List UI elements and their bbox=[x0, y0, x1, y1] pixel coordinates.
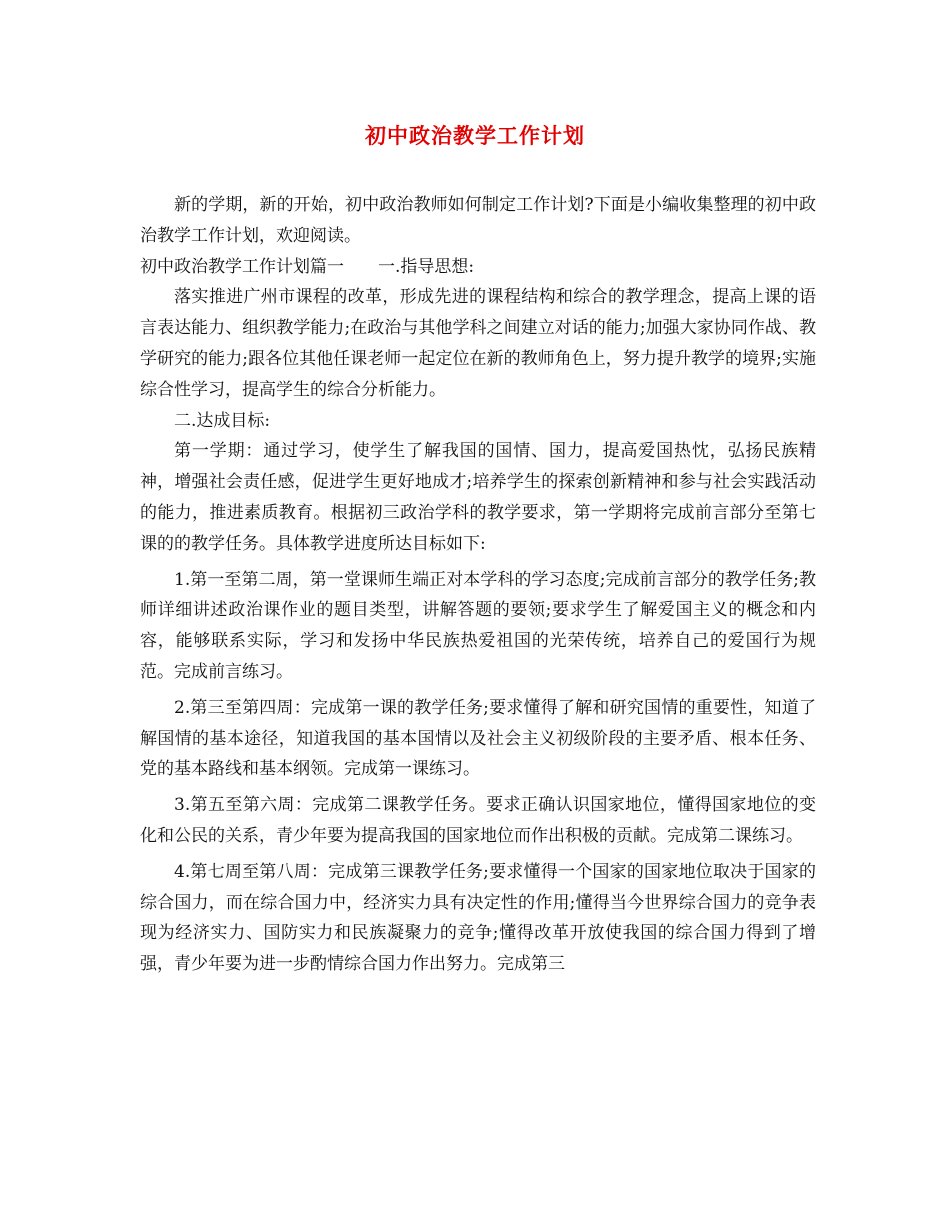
paragraph-guiding-thought: 落实推进广州市课程的改革，形成先进的课程结构和综合的教学理念，提高上课的语言表达能力、组织教学能力;在政治与其他学科之间建立对话的能力;加强大家协同作战、教学研究的能力;跟各位其他任课老师一起定位在新的教师角色上，努力提升教学的境界;实施综合性学习，提高学生的综合分析能力。 bbox=[140, 287, 816, 400]
paragraph-section-heading: 初中政治教学工作计划篇一 一.指导思想: bbox=[140, 256, 475, 277]
paragraph-week-7-8: 4.第七周至第八周：完成第三课教学任务;要求懂得一个国家的国家地位取决于国家的综合国力，而在综合国力中，经济实力具有决定性的作用;懂得当今世界综合国力的竞争表现为经济实力、国防实力和民族凝聚力的竞争;懂得改革开放使我国的综合国力得到了增强，青少年要为进一步酌情综合国力作出努力。完成第三 bbox=[140, 861, 816, 975]
paragraph-intro: 新的学期，新的开始，初中政治教师如何制定工作计划?下面是小编收集整理的初中政治教学工作计划，欢迎阅读。 bbox=[140, 195, 816, 246]
paragraph-week-1-2: 1.第一至第二周，第一堂课师生端正对本学科的学习态度;完成前言部分的教学任务;教师详细讲述政治课作业的题目类型，讲解答题的要领;要求学生了解爱国主义的概念和内容，能够联系实际，学习和发扬中华民族热爱祖国的光荣传统，培养自己的爱国行为规范。完成前言练习。 bbox=[140, 569, 816, 682]
paragraph-week-3-4: 2.第三至第四周：完成第一课的教学任务;要求懂得了解和研究国情的重要性，知道了解国情的基本途径，知道我国的基本国情以及社会主义初级阶段的主要矛盾、根本任务、党的基本路线和基本纲领。完成第一课练习。 bbox=[140, 697, 816, 780]
document-body bbox=[140, 190, 816, 980]
paragraph-first-semester: 第一学期：通过学习，使学生了解我国的国情、国力，提高爱国热忱，弘扬民族精神，增强社会责任感，促进学生更好地成才;培养学生的探索创新精神和参与社会实践活动的能力，推进素质教育。根据初三政治学科的教学要求，第一学期将完成前言部分至第七课的的教学任务。具体教学进度所达目标如下: bbox=[140, 441, 816, 554]
document-title: 初中政治教学工作计划 bbox=[365, 123, 585, 148]
paragraph-week-5-6: 3.第五至第六周：完成第二课教学任务。要求正确认识国家地位，懂得国家地位的变化和公民的关系，青少年要为提高我国的国家地位而作出积极的贡献。完成第二课练习。 bbox=[140, 795, 816, 846]
paragraph-goals-heading: 二.达成目标: bbox=[174, 410, 271, 431]
